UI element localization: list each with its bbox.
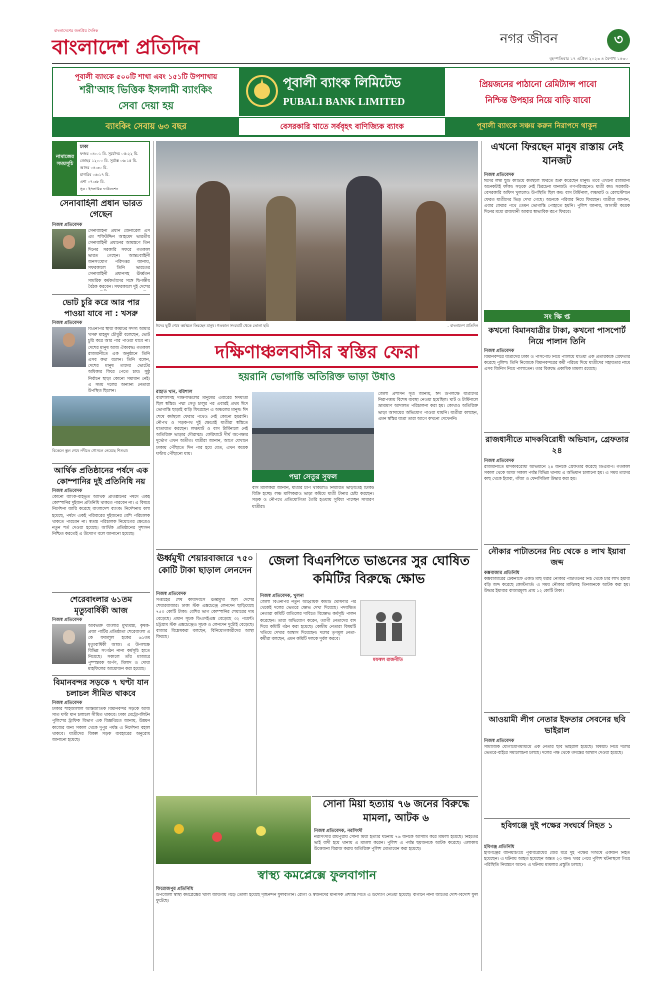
- lead-headline[interactable]: দক্ষিণাঞ্চলবাসীর স্বস্তির ফেরা: [156, 334, 478, 368]
- brief4-body: সামাজিক যোগাযোগমাধ্যমে এক নেতার ছবি ভাইরাল হয়েছে। বিষয়টি নিয়ে দলের ভেতরে-বাইরে সমালোচনা চলছে। দলের পক্ষ থেকে তদন্তের আশ্বাস দেওয়া হয়েছে।: [484, 745, 630, 757]
- left-story2-byline: নিজস্ব প্রতিবেদক: [52, 321, 83, 326]
- left-story5-byline: নিজস্ব প্রতিবেদক: [52, 701, 83, 706]
- mid-left-story2-body: উপজেলা স্বাস্থ্য কমপ্লেক্সের খালি জায়গায় গড়ে তোলা হয়েছে দৃষ্টিনন্দন ফুলবাগান। রোগী ও স্বজনদের মানসিক প্রশান্তি দিতে এ উদ্যোগ নেওয়া হয়েছে। বাগানে নানা জাতের দেশি-বিদেশি ফুল ফুটেছে।: [156, 893, 478, 905]
- brief3-body: কক্সবাজারের টেকনাফে একটি মাছ ধরার নৌকার পাটাতনের নিচ থেকে চার লাখ ইয়াবা বড়ি জব্দ করেছে কোস্টগার্ড। এ সময় নৌকার মাঝিসহ তিনজনকে আটক করা হয়। উদ্ধার ইয়াবার বাজারমূল্য প্রায় ১২ কোটি টাকা।: [484, 577, 630, 595]
- crowd-person-3: [346, 176, 382, 321]
- left-story1-body: সেনাবাহিনী প্রধান জেনারেল এস এম শফিউদ্দিন আহমেদ ভারতীয় সেনাবাহিনী প্রধানের আমন্ত্রণে তিন দিনের সরকারি সফরে গতকাল ভারত গেছেন। আন্তঃবাহিনী জনসংযোগ পরিদপ্তর জানায়, সফরকালে তিনি ভারতের সেনাবাহিনী প্রধানসহ ঊর্ধ্বতন সামরিক কর্মকর্তাদের সঙ্গে দ্বিপক্ষীয় বৈঠক করবেন। সফরকালে দুই দেশের: [88, 229, 150, 290]
- mid-right-story2-byline: নিজস্ব প্রতিবেদক, নরসিংদী: [314, 829, 363, 834]
- ad-right-line2: নিশ্চিন্ত উপহার নিয়ে বাড়ি যাবো: [485, 95, 591, 105]
- prayer-times-box: [52, 141, 150, 196]
- flower-3: [256, 826, 266, 836]
- mid-left-story1-headline[interactable]: ঊর্ধ্বমুখী শেয়ারবাজারে ৭৫০ কোটি টাকা ছাড়াল লেনদেন: [156, 554, 254, 576]
- left-story4-byline: নিজস্ব প্রতিবেদক: [52, 618, 83, 623]
- brief5-byline: হবিগঞ্জ প্রতিনিধি: [484, 845, 515, 850]
- politics-graphic: [360, 600, 416, 656]
- sherebangla-photo: [52, 624, 86, 664]
- flower-2: [212, 832, 222, 842]
- brief3-headline[interactable]: নৌকার পাটাতনের নিচ থেকে ৪ লাখ ইয়াবা জব্দ: [488, 547, 626, 567]
- newspaper-logo[interactable]: বাংলাদেশ প্রতিদিন: [52, 35, 200, 59]
- left-story3-byline: নিজস্ব প্রতিবেদক: [52, 489, 83, 494]
- brief2-byline: নিজস্ব প্রতিবেদক: [484, 459, 515, 464]
- issue-date: বৃহস্পতিবার ১৭ এপ্রিল ২০২৩ ৪ বৈশাখ ১৪৩০: [549, 56, 628, 61]
- brief-rule-4: [484, 818, 630, 819]
- left-story2-body: বিএনপির স্থায়ী কমিটির সদস্য আমীর খসরু মাহমুদ চৌধুরী বলেছেন, ভোট চুরি করে আর পার পাওয়া যাবে না। দেশের মানুষ আজ ঐক্যবদ্ধ। গতকাল রাজধানীতে এক অনুষ্ঠানে তিনি এসব কথা বলেন। তিনি বলেন, দেশের মানুষ তাদের ভোটের অধিকার ফিরে পেতে চায়। সুষ্ঠু নির্বাচন ছাড়া কোনো সমাধান নেই। এ সময় দলের অন্যান্য নেতারা উপস্থিত ছিলেন।: [88, 327, 150, 393]
- mid-right-story1-body-col2: [420, 600, 478, 790]
- mid-left-story1-byline: নিজস্ব প্রতিবেদক: [156, 592, 187, 597]
- prayer-row-2: আসর ০৪:৩০ মি.: [80, 165, 108, 170]
- left-story3-body: কোনো ব্যাংক-বহির্ভূত আর্থিক প্রতিষ্ঠানের পর্ষদে একই কোম্পানির দুইজন প্রতিনিধি থাকতে পারবেন না। এ বিষয়ে নির্দেশনা জারি করেছে বাংলাদেশ ব্যাংক। নির্দেশনায় বলা হয়েছে, পর্ষদে একই পরিবারের দুইজনের বেশি পরিচালক থাকতে পারবেন না। স্বতন্ত্র পরিচালক নিয়োগের ক্ষেত্রেও নতুন শর্ত দেওয়া হয়েছে। আর্থিক প্রতিষ্ঠানের সুশাসন নিশ্চিত করতেই এ উদ্যোগ বলে জানানো হয়েছে।: [52, 495, 150, 538]
- lead-body-col3: জেলা প্রশাসন সূত্র জানায়, ঈদ উপলক্ষে যাত্রীদের নিরাপত্তায় বিশেষ ব্যবস্থা নেওয়া হয়েছিল। ঘাট ও টার্মিনালে ভ্রাম্যমাণ আদালত পরিচালনা করা হয়। কোথাও অতিরিক্ত ভাড়া আদায়ের অভিযোগ পাওয়া যায়নি। যাত্রীরা বলছেন, এমন স্বস্তির যাত্রা তারা আগে কখনো দেখেননি।: [378, 392, 478, 422]
- left-rule-3: [52, 592, 150, 593]
- lead-byline: রাহাত খান, বরিশাল: [156, 390, 193, 395]
- left-story4-body: অবিভক্ত বাংলার মুখ্যমন্ত্রী, কৃষক-প্রজা পার্টির প্রতিষ্ঠাতা শেরেবাংলা এ কে ফজলুল হকের ৬১তম মৃত্যুবার্ষিকী আজ। এ উপলক্ষে বিভিন্ন সংগঠন নানা কর্মসূচি হাতে নিয়েছে। সকালে তাঁর মাজারে পুষ্পস্তবক অর্পণ, মিলাদ ও দোয়া মাহফিলের আয়োজন করা হয়েছে।: [88, 624, 150, 672]
- ad-right-line1: প্রিয়জনের পাঠানো রেমিট্যান্স পাবো: [479, 79, 597, 89]
- left-rule-1: [52, 294, 150, 295]
- left-story4-headline[interactable]: শেরেবাংলার ৬১তম মৃত্যুবার্ষিকী আজ: [69, 595, 133, 615]
- ad-strip-left: ব্যাংকিং সেবায় ৬৩ বছর: [105, 122, 187, 132]
- riverbank: [52, 426, 150, 446]
- mid-right-rule: [312, 796, 478, 797]
- mid-right-story1-body: জেলা বিএনপির নতুন আহ্বায়ক কমিটি ঘোষণার পর থেকেই দলের ভেতরে ক্ষোভ দেখা দিয়েছে। পদবঞ্চিত নেতারা কমিটি বাতিলের দাবিতে বিক্ষোভ কর্মসূচি পালন করেছেন। তারা অভিযোগ করেন, ত্যাগী নেতাদের বাদ দিয়ে কমিটি গঠন করা হয়েছে। কেন্দ্রীয় নেতারা বিষয়টি খতিয়ে দেখার আশ্বাস দিয়েছেন। দলের তৃণমূল নেতা-কর্মীরা বলছেন, এমন কমিটি দলকে দুর্বল করবে।: [260, 600, 356, 643]
- children-photo-caption: বিকেলে স্কুল শেষে নদীতে গোসলে নেমেছে শিশুরা।: [52, 448, 129, 453]
- politics-tag: মফস্বল রাজনীতি: [373, 658, 403, 663]
- logo-small: বাংলাদেশের জনপ্রিয় দৈনিক: [54, 28, 99, 33]
- brief3-byline: কক্সবাজার প্রতিনিধি: [484, 571, 520, 576]
- prayer-city: ঢাকা: [80, 145, 89, 150]
- mid-right-story2-headline[interactable]: সোনা মিয়া হত্যায় ৭৬ জনের বিরুদ্ধে মামলা, আটক ৬: [322, 799, 470, 824]
- mid-left-story2-headline[interactable]: স্বাস্থ্য কমপ্লেক্সে ফুলবাগান: [257, 868, 377, 882]
- mid-right-story2-body: নরসিংদীর রায়পুরায় সোনা মিয়া হত্যার ঘটনায় ৭৬ জনকে আসামি করে মামলা হয়েছে। নিহতের ভাই বাদী হয়ে থানায় এ মামলা করেন। পুলিশ এ পর্যন্ত ছয়জনকে আটক করেছে। এলাকায় উত্তেজনা বিরাজ করায় অতিরিক্ত পুলিশ মোতায়েন করা হয়েছে।: [314, 835, 478, 853]
- mid-right-story1-headline[interactable]: জেলা বিএনপিতে ভাঙনের সুর ঘোষিত কমিটির বিরুদ্ধে ক্ষোভ: [268, 554, 470, 587]
- left-rule-2: [52, 463, 150, 464]
- brief-label: সং ক্ষি প্ত: [544, 313, 570, 321]
- padma-bridge-photo: [252, 392, 374, 470]
- left-story3-headline[interactable]: আর্থিক প্রতিষ্ঠানের পর্ষদে এক কোম্পানির দুই প্রতিনিধি নয়: [54, 466, 148, 486]
- ad-bank-name-bn: পূবালী ব্যাংক লিমিটেড: [283, 76, 401, 91]
- right-story1-headline[interactable]: এখনো ফিরছেন মানুষ রাস্তায় নেই যানজট: [490, 142, 624, 167]
- sherebangla-face: [63, 630, 75, 644]
- brief4-headline[interactable]: আওয়ামী লীগ নেতার ইফতার সেবনের ছবি ভাইরাল: [488, 715, 626, 735]
- padma-bridge-caption: পদ্মা সেতুর সুফল: [288, 473, 338, 481]
- padma-bridge-caption-bar: [252, 470, 374, 482]
- brief-rule-1: [484, 432, 630, 433]
- army-chief-face: [63, 235, 75, 249]
- ad-left-line3: সেবা দেয়া হয়: [118, 101, 174, 112]
- left-story2-headline[interactable]: ভোট চুরি করে আর পার পাওয়া যাবে না : খসরু: [62, 298, 140, 318]
- brief-rule-2: [484, 544, 630, 545]
- brief1-body: বিমানবন্দরে যাত্রীদের টাকা ও পাসপোর্ট নিয়ে পালিয়ে যাওয়া এক প্রতারককে গ্রেফতার করেছে পুলিশ। তিনি নিজেকে বিমানবন্দরের কর্মী পরিচয় দিয়ে যাত্রীদের সহায়তার নামে এসব জিনিস নিয়ে পালাতেন। তার বিরুদ্ধে একাধিক মামলা রয়েছে।: [484, 355, 630, 373]
- prayer-source: সূত্র : ইসলামিক ফাউন্ডেশন: [80, 187, 119, 191]
- mid-left-story1-body: সপ্তাহের শেষ কার্যদিবসে ঊর্ধ্বমুখী ছিল দেশের শেয়ারবাজার। ঢাকা স্টক এক্সচেঞ্জে লেনদেন ছাড়িয়েছে ৭৫০ কোটি টাকা। বেশির ভাগ কোম্পানির শেয়ারের দাম বেড়েছে। প্রধান সূচক ডিএসইএক্স বেড়েছে ৩২ পয়েন্ট। চট্টগ্রাম স্টক এক্সচেঞ্জেও সূচক ও লেনদেন দুটোই বেড়েছে। বাজার বিশ্লেষকরা বলছেন, বিনিয়োগকারীদের আস্থা ফিরছে।: [156, 598, 254, 641]
- page-number-value: ৩: [613, 32, 624, 48]
- crowd-person-2: [266, 196, 296, 321]
- ad-bank-panel: [239, 68, 445, 116]
- left-story1-byline: নিজস্ব প্রতিবেদক: [52, 223, 83, 228]
- protest-icon: [369, 605, 409, 645]
- ad-left-line1: পূবালী ব্যাংকে ৫০০টি শাখা এবং ১৫১টি উপশাখায়: [74, 73, 218, 81]
- prayer-row-3: মাগরিব ০৬:১৭ মি.: [80, 172, 110, 177]
- crowd-person-4: [416, 201, 446, 321]
- ad-left-line2: শরী'আহ ভিত্তিক ইসলামী ব্যাংকিং: [79, 85, 213, 96]
- main-photo-caption: ঈদের ছুটি শেষে কর্মস্থলে ফিরছেন মানুষ। গতকাল সদরঘাট থেকে তোলা ছবি: [156, 323, 269, 328]
- prayer-times-title-bg: [53, 142, 77, 195]
- vertical-rule-right: [481, 141, 482, 971]
- prayer-times-title: নামাজের সময়সূচি: [56, 154, 74, 167]
- ad-strip: [53, 117, 629, 136]
- lead-body-col2: বাস মালিকরা জানান, যাত্রীর চাপ থাকলেও নির্ধারিত ভাড়াতেই টিকিট বিক্রি হচ্ছে। লঞ্চ মালিকরাও ভাড়া কমিয়ে যাত্রী টানার চেষ্টা করছেন। সড়ক ও নৌপথে প্রতিযোগিতা তৈরি হওয়ায় সুবিধা পাচ্ছেন সাধারণ যাত্রীরা।: [252, 486, 374, 510]
- flower-garden-photo: [156, 796, 311, 864]
- brief5-body: হবিগঞ্জের বানিয়াচংয়ে পূর্ববিরোধের জের ধরে দুই পক্ষের সংঘর্ষে একজন নিহত হয়েছেন। এ ঘটনায় আহত হয়েছেন অন্তত ২০ জন। খবর পেয়ে পুলিশ ঘটনাস্থলে গিয়ে পরিস্থিতি নিয়ন্ত্রণে আনে। এ ঘটনায় মামলার প্রস্তুতি চলছে।: [484, 851, 630, 869]
- brief2-body: রাজধানীতে মাদকবিরোধী অভিযানে ২৪ জনকে গ্রেফতার করেছে ডিএমপি। গতকাল সকাল থেকে আজ সকাল পর্যন্ত বিভিন্ন থানায় এ অভিযান চালানো হয়। এ সময় তাদের কাছ থেকে ইয়াবা, গাঁজা ও ফেনসিডিল উদ্ধার করা হয়।: [484, 465, 630, 483]
- brief-label-bar: [484, 310, 630, 322]
- brief1-headline[interactable]: কখনো বিমানযাত্রীর টাকা, কখনো পাসপোর্ট নিয়ে পালান তিনি: [488, 326, 626, 346]
- masthead-rule: [52, 63, 630, 64]
- prayer-row-4: এশা ০৭:৩৮ মি.: [80, 179, 105, 184]
- bridge-road: [252, 434, 374, 470]
- army-chief-photo: [52, 229, 86, 269]
- lead-bottom-rule: [156, 549, 478, 550]
- khasru-photo: [52, 327, 86, 367]
- right-story1-body: ঈদের লম্বা ছুটি কাটিয়ে কর্মস্থলে ফিরতে শুরু করেছেন মানুষ। তবে এখনো রাজধানী অনেকটাই ফাঁকা। সড়কে নেই চিরচেনা যানজট। গণপরিবহনেও যাত্রী কম। সরকারি-বেসরকারি অফিস খুললেও উপস্থিতি ছিল কম। বাস টার্মিনাল, লঞ্চঘাট ও রেলস্টেশনে ফেরত যাত্রীদের ভিড় দেখা গেছে। অনেকে পরিবার নিয়ে ফিরছেন। যাত্রীরা জানান, এবার ফেরার পথে তেমন ভোগান্তি পোহাতে হয়নি। পুলিশ জানায়, আগামী কয়েক দিনের মধ্যে রাজধানী আবার স্বাভাবিক রূপে ফিরবে।: [484, 179, 630, 216]
- brief5-headline[interactable]: হবিগঞ্জে দুই পক্ষের সংঘর্ষে নিহত ১: [501, 821, 613, 830]
- ad-strip-right: পূবালী ব্যাংকে সঞ্চয় করুন নিরাপদে থাকুন: [476, 121, 598, 130]
- children-river-photo: [52, 396, 150, 446]
- vertical-rule-left: [153, 141, 154, 971]
- crowd-person-1: [196, 181, 230, 321]
- pubali-bank-ad[interactable]: [52, 67, 630, 137]
- main-photo-crowd: [156, 141, 478, 321]
- left-story5-body: ঢাকার শাহজালাল আন্তর্জাতিক বিমানবন্দর সড়কে আজ সাত ঘণ্টা যান চলাচল সীমিত থাকবে। ঢাকা মেট্রোপলিটন পুলিশের ট্রাফিক বিভাগ এক বিজ্ঞপ্তিতে জানায়, উন্নয়ন কাজের জন্য সকাল থেকে দুপুর পর্যন্ত এ নির্দেশনা বহাল থাকবে। যাত্রীদের বিকল্প সড়ক ব্যবহারের অনুরোধ জানানো হয়েছে।: [52, 707, 150, 744]
- left-rule-4: [52, 675, 150, 676]
- flower-1: [174, 824, 184, 834]
- masthead: [0, 0, 650, 66]
- khasru-face: [63, 333, 75, 347]
- right-story1-byline: নিজস্ব প্রতিবেদক: [484, 173, 515, 178]
- page-number: [607, 29, 630, 52]
- lead-body-col1: বরিশালসহ দক্ষিণাঞ্চলের মানুষের এবারের ঈদযাত্রা ছিল স্বস্তির। পদ্মা সেতু চালুর পর এবারই প্রথম ঈদে ভোগান্তি ছাড়াই বাড়ি ফিরেছেন এ অঞ্চলের মানুষ। ঈদ শেষে কর্মস্থলে ফেরার পথেও নেই কোনো হয়রানি। নৌপথ ও সড়কপথ দুই ক্ষেত্রেই যাত্রীরা স্বস্তিতে যাতায়াত করছেন। লঞ্চঘাট ও বাস টার্মিনালে নেই অতিরিক্ত ভাড়ার দৌরাত্ম্য। ফেরিঘাটে দীর্ঘ অপেক্ষার দুর্ভোগ এখন অতীত। যাত্রীরা জানান, আগে যেখানে ঢাকায় পৌঁছাতে দিন পার হয়ে যেত, এখন কয়েক ঘণ্টায় পৌঁছানো যায়।: [156, 396, 248, 457]
- mid-left-story2-byline: ফিরোজপুর প্রতিনিধি: [156, 887, 194, 892]
- mid-right-story1-byline: নিজস্ব প্রতিবেদক, খুলনা: [260, 594, 304, 599]
- prayer-row-0: ফজর ০৪:০১ মি. সূর্যোদয় ০৫:২২ মি.: [80, 151, 139, 156]
- prayer-row-1: জোহর ১২:০০ মি. সূর্যাস্ত ০৬:১৫ মি.: [80, 158, 138, 163]
- ad-strip-mid: বেসরকারি খাতে সর্ববৃহৎ বাণিজ্যিক ব্যাংক: [239, 118, 445, 135]
- lead-subhead: হয়রানি ভোগান্তি অতিরিক্ত ভাড়া উধাও: [238, 372, 396, 383]
- bank-emblem-icon: [245, 74, 279, 108]
- brief4-byline: নিজস্ব প্রতিবেদক: [484, 739, 515, 744]
- brief2-headline[interactable]: রাজধানীতে মাদকবিরোধী অভিযান, গ্রেফতার ২৪: [485, 435, 629, 455]
- ad-bank-name-en: PUBALI BANK LIMITED: [283, 97, 405, 108]
- main-photo-credit: - বাংলাদেশ প্রতিদিন: [447, 323, 478, 328]
- brief1-byline: নিজস্ব প্রতিবেদক: [484, 349, 515, 354]
- vertical-rule-mid: [256, 553, 257, 795]
- section-title: নগর জীবন: [500, 32, 558, 47]
- left-story5-headline[interactable]: বিমানবন্দর সড়কে ৭ ঘণ্টা যান চলাচল সীমিত থাকবে: [53, 678, 149, 698]
- left-story1-headline[interactable]: সেনাবাহিনী প্রধান ভারত গেছেন: [59, 199, 143, 220]
- brief-rule-3: [484, 712, 630, 713]
